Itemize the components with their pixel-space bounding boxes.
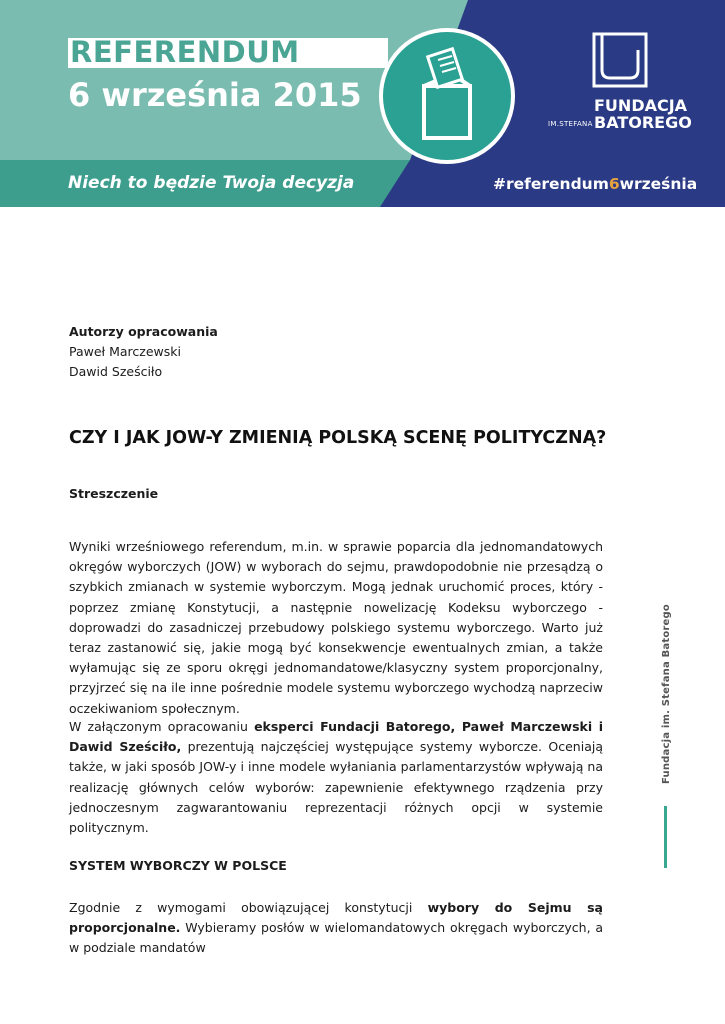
section-rest: Wybieramy posłów w wielomandatowych okręgach wyborczych, a w podziale mandatów — [69, 920, 603, 956]
banner-title: REFERENDUM — [70, 35, 300, 69]
experts-bold: eksperci Fundacji Batorego, Paweł Marczewski i Dawid Sześciło, — [69, 719, 603, 755]
summary-heading: Streszczenie — [69, 486, 159, 501]
summary-paragraph: Wyniki wrześniowego referendum, m.in. w sprawie poparcia dla jednomandatowych okręgów wyborczych (JOW) w wyborach do sejmu, prawdopodobnie nie przesądzą o szybkich zmianach w systemie wyborczym. Mogą jednak uruchomić proces, który - poprzez zmianę Konstytucji, a następnie nowelizację Kodeksu wyborczego - doprowadzi do zasadniczej przebudowy polskiego systemu wyborczego. Warto już teraz zastanowić się, jakie mogą być konsekwencje ewentualnych zmian, a także wyłamując się ze sporu okręgi jednomandatowe/klasyczny system proporcjonalny, przyjrzeć się na ile inne pośrednie modele systemu wyborczego wychodzą naprzeciw oczekiwaniom społecznym. — [69, 539, 603, 716]
side-accent-bar — [664, 806, 667, 868]
banner-hashtag — [493, 173, 697, 195]
section-intro: Zgodnie z wymogami obowiązującej konstytucji — [69, 900, 428, 915]
hashtag-part-2: września — [619, 175, 698, 193]
authors-label: Autorzy opracowania — [69, 324, 218, 339]
logo-small-text: IM.STEFANA — [548, 120, 593, 128]
hashtag-six: 6 — [608, 175, 620, 193]
experts-rest: prezentują najczęściej występujące systemy wyborcze. Oceniają także, w jaki sposób JOW-y i inne modele wyłaniania parlamentarzystów wpływają na realizację głównych celów wyborów: zapewnienie efektywnego rządzenia przy jednoczesnym zagwarantowaniu reprezentacji różnych opcji w systemie politycznym. — [69, 739, 603, 836]
section-paragraph — [69, 898, 603, 959]
logo-line-1: FUNDACJA — [594, 96, 688, 115]
section-heading: SYSTEM WYBORCZY W POLSCE — [69, 858, 287, 873]
section-bold: wybory do Sejmu są proporcjonalne. — [69, 900, 603, 936]
banner-slogan: Niech to będzie Twoja decyzja — [68, 173, 355, 193]
experts-paragraph — [69, 717, 603, 838]
author-name: Paweł Marczewski — [69, 344, 181, 359]
logo-line-2: BATOREGO — [594, 113, 692, 132]
author-name: Dawid Sześciło — [69, 364, 163, 379]
experts-intro: W załączonym opracowaniu — [69, 719, 255, 734]
ballot-box-icon — [381, 30, 513, 162]
hashtag-part-1: #referendum — [493, 175, 609, 193]
header-banner — [0, 0, 725, 207]
banner-date: 6 września 2015 — [68, 76, 362, 114]
authors-block — [69, 322, 218, 382]
document-title: CZY I JAK JOW-Y ZMIENIĄ POLSKĄ SCENĘ POLITYCZNĄ? — [69, 428, 607, 448]
logo-name — [594, 97, 692, 131]
side-foundation-label: Fundacja im. Stefana Batorego — [661, 604, 672, 784]
